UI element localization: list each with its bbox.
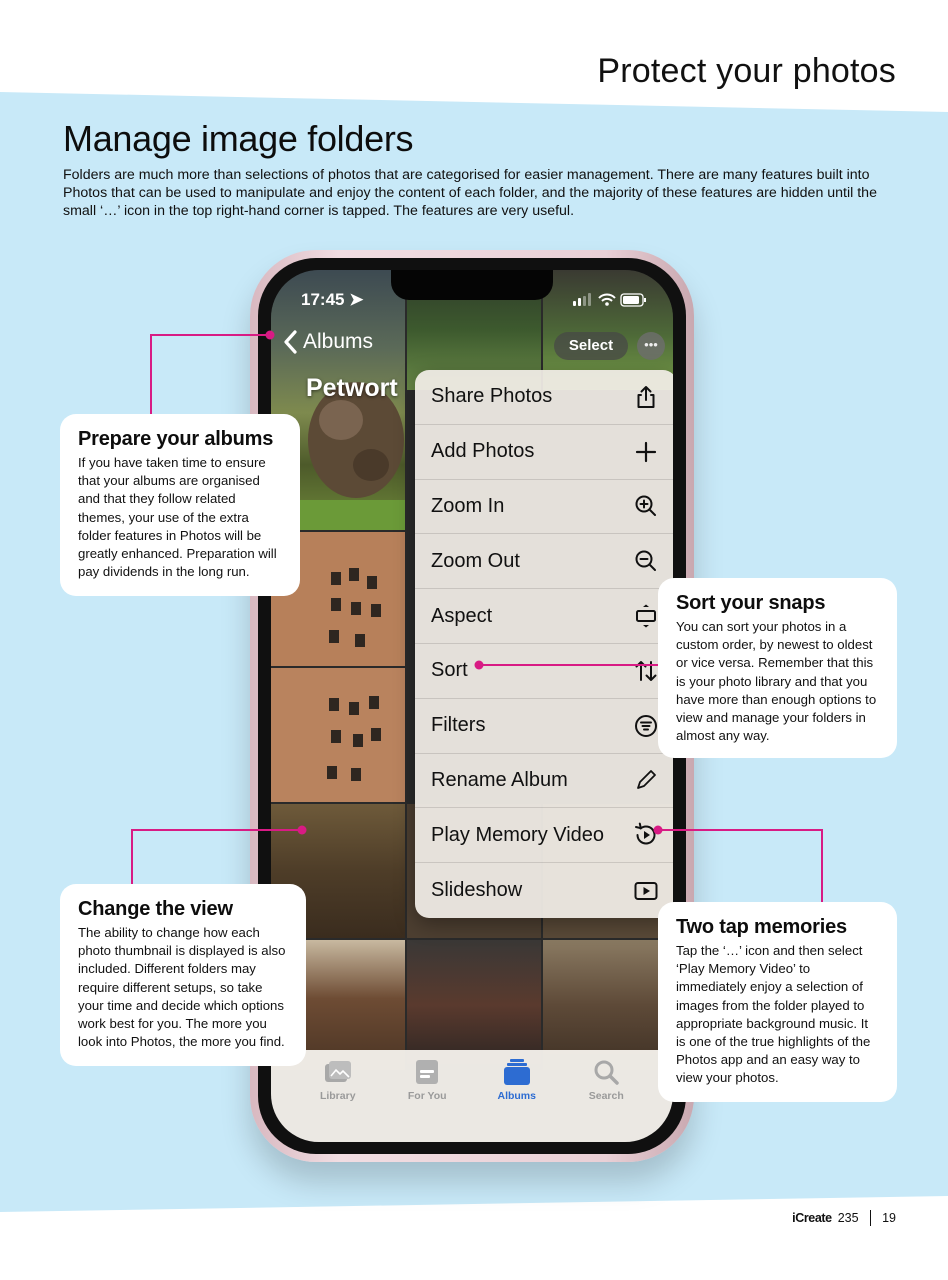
plus-icon: [633, 439, 659, 465]
menu-item-label: Share Photos: [431, 385, 553, 408]
menu-item-aspect[interactable]: [415, 589, 673, 644]
menu-item-add-photos[interactable]: [415, 425, 673, 480]
menu-item-filters[interactable]: [415, 699, 673, 754]
callout-body: You can sort your photos in a custom order, by newest to oldest or vice versa. Remember that this is your photo library and that you have more than enough options to view and manage your folders in almost any way.: [676, 619, 877, 744]
tab-for-you[interactable]: [387, 1058, 467, 1142]
memory-play-icon: [633, 822, 659, 848]
filter-icon: [633, 713, 659, 739]
callout-title: Change the view: [78, 898, 233, 920]
menu-item-zoom-out[interactable]: [415, 534, 673, 589]
page-footer: [792, 1210, 896, 1226]
footer-divider: [870, 1210, 872, 1226]
callout-prepare-albums: [60, 414, 300, 596]
menu-item-label: Add Photos: [431, 440, 535, 463]
page-headline: Manage image folders: [63, 118, 414, 159]
menu-item-share-photos[interactable]: [415, 370, 673, 425]
menu-item-label: Zoom In: [431, 494, 505, 517]
select-button[interactable]: Select: [554, 332, 628, 360]
iphone-mockup: [250, 250, 694, 1162]
phone-screen: [271, 270, 673, 1142]
tab-bar: [271, 1050, 673, 1142]
section-title: Protect your photos: [597, 52, 896, 90]
album-title: Petwort: [306, 374, 398, 402]
menu-item-label: Sort: [431, 659, 468, 682]
tab-label: For You: [407, 1090, 447, 1102]
pencil-icon: [633, 767, 659, 793]
zoom-out-icon: [633, 548, 659, 574]
menu-item-label: Filters: [431, 714, 486, 737]
menu-item-sort[interactable]: [415, 644, 673, 699]
location-arrow-icon: ➤: [349, 290, 364, 309]
callout-title: Sort your snaps: [676, 592, 826, 614]
phone-bezel: [258, 258, 686, 1154]
aspect-icon: [633, 603, 659, 629]
albums-icon: [502, 1058, 532, 1086]
issue-number: 235: [837, 1211, 859, 1225]
menu-item-rename-album[interactable]: [415, 754, 673, 809]
magazine-brand: iCreate: [792, 1211, 832, 1225]
menu-item-label: Zoom Out: [431, 549, 520, 572]
page-number: 19: [882, 1211, 896, 1225]
menu-item-zoom-in[interactable]: [415, 480, 673, 535]
battery-wifi-signal-icon: [573, 292, 649, 308]
back-label: Albums: [303, 330, 374, 353]
more-options-button[interactable]: •••: [637, 332, 665, 360]
zoom-in-icon: [633, 493, 659, 519]
tab-albums[interactable]: [477, 1058, 557, 1142]
menu-item-label: Play Memory Video: [431, 823, 605, 846]
menu-item-label: Rename Album: [431, 768, 568, 791]
callout-title: Prepare your albums: [78, 428, 274, 450]
callout-title: Two tap memories: [676, 916, 847, 938]
share-icon: [633, 384, 659, 410]
chevron-left-icon: [283, 330, 297, 354]
tab-library[interactable]: [298, 1058, 378, 1142]
tab-label: Albums: [497, 1090, 536, 1102]
sort-icon: [633, 658, 659, 684]
callout-two-tap-memories: [658, 902, 897, 1102]
callout-sort-snaps: [658, 578, 897, 758]
album-options-menu: [415, 370, 673, 918]
callout-body: If you have taken time to ensure that your albums are organised and that they follow related themes, your use of the extra folder features in Photos will be greatly enhanced. Preparation will pay dividends in the long run.: [78, 455, 277, 580]
intro-paragraph: Folders are much more than selections of photos that are categorised for easier management. There are many features built into Photos that can be used to manipulate and enjoy the content of each folder, and the majority of these features are hidden until the small ‘…’ icon in the top right-hand corner is tapped. The features are very useful.: [63, 167, 877, 219]
back-to-albums-button[interactable]: [283, 330, 373, 354]
menu-item-label: Aspect: [431, 604, 493, 627]
tab-label: Search: [588, 1090, 624, 1102]
slideshow-icon: [633, 878, 659, 904]
callout-body: Tap the ‘…’ icon and then select ‘Play Memory Video’ to immediately enjoy a selection of images from the folder played to appropriate background music. It is one of the true highlights of the Photos app and an easy way to view your photos.: [676, 943, 871, 1086]
tab-search[interactable]: [566, 1058, 646, 1142]
callout-body: The ability to change how each photo thumbnail is displayed is also included. Different folders may require different setups, so take your time and decide which options work best for you. The more you look into Photos, the more you find.: [78, 925, 286, 1050]
status-time: 17:45 ➤: [301, 290, 364, 309]
photo-portraits-2[interactable]: [271, 668, 405, 802]
callout-change-view: [60, 884, 306, 1066]
menu-item-slideshow[interactable]: [415, 863, 673, 918]
menu-item-label: Slideshow: [431, 879, 523, 902]
search-icon: [591, 1058, 621, 1086]
phone-notch: [391, 270, 553, 300]
menu-item-play-memory-video[interactable]: [415, 808, 673, 863]
library-icon: [323, 1058, 353, 1086]
for-you-icon: [412, 1058, 442, 1086]
tab-label: Library: [319, 1090, 356, 1102]
status-icons: [573, 292, 649, 313]
